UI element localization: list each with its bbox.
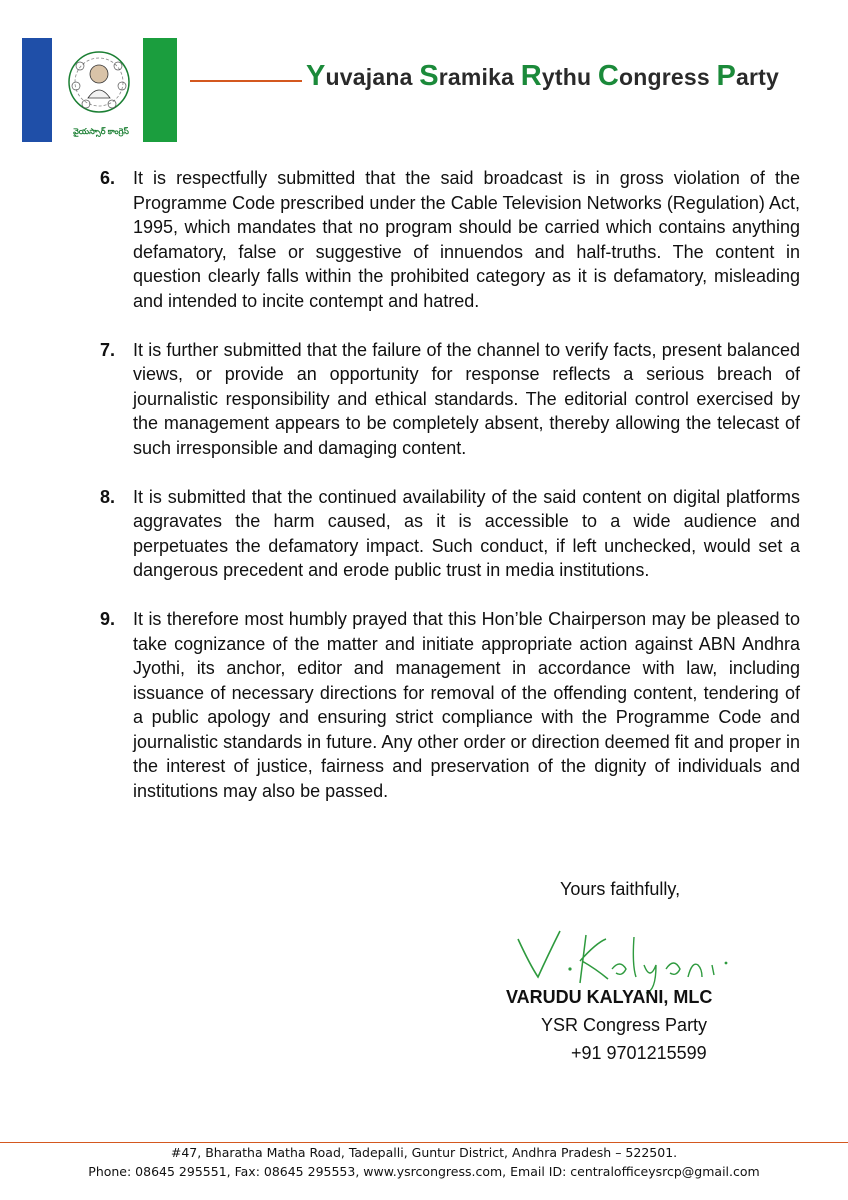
title-capital-letter: C: [597, 60, 619, 92]
title-word-rest: ramika: [438, 64, 521, 90]
title-capital-letter: P: [716, 60, 736, 92]
numbered-paragraph: [100, 338, 800, 461]
flag-white-band: [52, 38, 143, 142]
title-word-rest: ongress: [618, 64, 717, 90]
paragraph-text: It is respectfully submitted that the said broadcast is in gross violation of the Programme Code prescribed under the Cable Television Networks (Regulation) Act, 1995, which mandates that no program should be carried which contains anything defamatory, false or suggestive of innuendos and half-truths. The content in question clearly falls within the prohibited category as it is defamatory, misleading and intended to incite contempt and hatred.: [133, 168, 800, 311]
paragraph-text: It is therefore most humbly prayed that this Hon’ble Chairperson may be pleased to take cognizance of the matter and initiate appropriate action against ABN Andhra Jyothi, its anchor, editor and management in accordance with law, including issuance of necessary directions for removal of the offending content, tendering of a public apology and ensuring strict compliance with the Programme Code and journalistic standards in future. Any other order or direction deemed fit and proper in the interest of justice, fairness and preservation of the dignity of individuals and institutions may also be passed.: [133, 608, 800, 802]
letter-body: [100, 166, 800, 828]
party-flag-logo: [22, 38, 177, 142]
signatory-party: YSR Congress Party: [541, 1015, 708, 1035]
paragraph-number: 9.: [100, 608, 116, 629]
paragraph-text: It is further submitted that the failure of the channel to verify facts, present balanced views, or provide an opportunity for response reflects a serious breach of journalistic responsibility and ethical standards. The editorial control exercised by the management appears to be completely absent, thereby allowing the telecast of such irresponsible and damaging content.: [133, 339, 800, 458]
paragraph-number: 8.: [100, 486, 116, 507]
handwritten-signature: [516, 925, 746, 995]
flag-green-band: [143, 38, 177, 142]
footer-address: #47, Bharatha Matha Road, Tadepalli, Guntur District, Andhra Pradesh – 522501.: [170, 1145, 678, 1160]
party-name-title: [306, 60, 779, 93]
title-word-rest: ythu: [541, 64, 598, 90]
paragraph-number: 7.: [100, 339, 116, 360]
flag-caption: వైయస్సార్ కాంగ్రెస్: [73, 127, 129, 136]
footer-divider-line: [0, 1142, 848, 1143]
flag-blue-band: [22, 38, 52, 142]
numbered-paragraph: [100, 607, 800, 804]
header-divider-line: [190, 80, 302, 82]
title-capital-letter: Y: [306, 60, 326, 92]
emblem-icon: [58, 46, 140, 124]
footer-contact: Phone: 08645 295551, Fax: 08645 295553, www.ysrcongress.com, Email ID: centralofficeysrcp@gmail.com: [88, 1164, 760, 1179]
closing-salutation: Yours faithfully,: [560, 879, 681, 899]
numbered-paragraph: [100, 485, 800, 583]
numbered-paragraph: [100, 166, 800, 314]
title-capital-letter: R: [520, 60, 542, 92]
title-word-rest: arty: [736, 64, 779, 90]
signatory-phone: +91 9701215599: [571, 1043, 707, 1063]
title-word-rest: uvajana: [325, 64, 420, 90]
paragraph-number: 6.: [100, 168, 116, 188]
title-capital-letter: S: [419, 60, 439, 92]
paragraph-text: It is submitted that the continued availability of the said content on digital platforms aggravates the harm caused, as it is accessible to a wide audience and perpetuates the defamatory impact. Such conduct, if left unchecked, would set a dangerous precedent and erode public trust in media institutions.: [133, 486, 800, 581]
signatory-name: VARUDU KALYANI, MLC: [506, 987, 713, 1007]
